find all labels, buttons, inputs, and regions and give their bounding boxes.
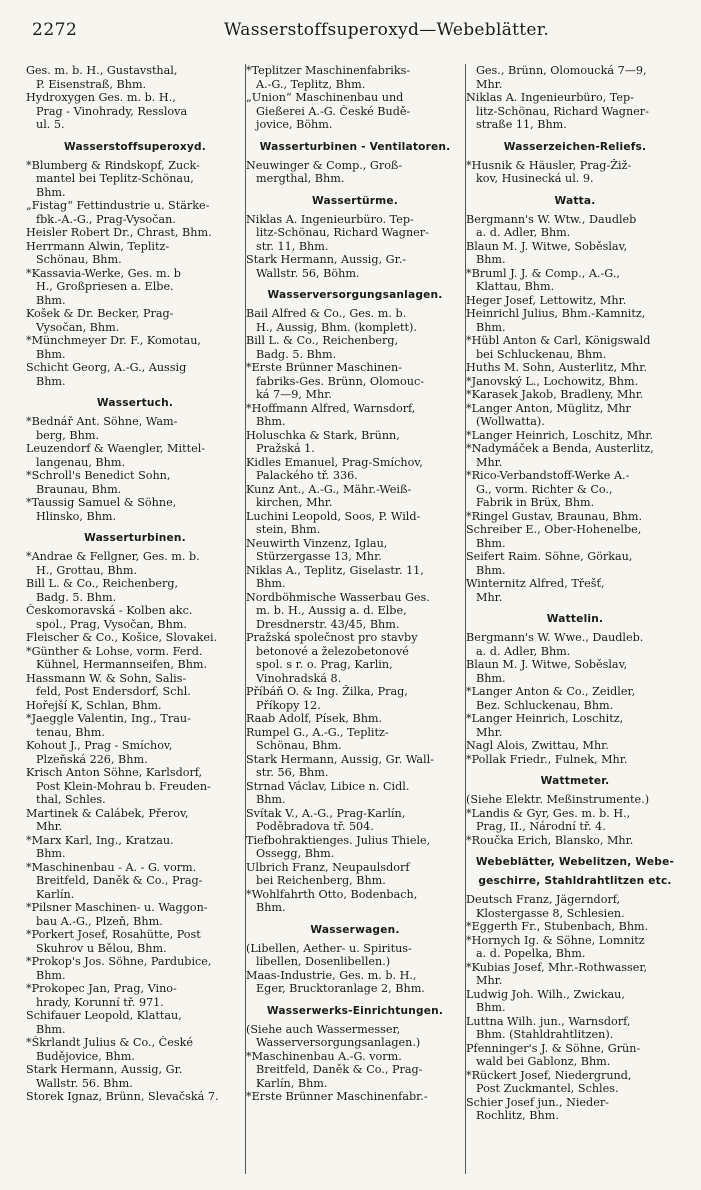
directory-entry-line: Leuzendorf & Waengler, Mittel- (26, 442, 206, 455)
directory-entry-line: Hořejší K, Schlan, Bhm. (26, 698, 162, 712)
directory-entry-line: *Maschinenbau A.-G. vorm. (246, 1049, 402, 1063)
entry-continuation-line: Karlín. (36, 887, 75, 901)
entry-continuation-line: wald bei Gablonz, Bhm. (476, 1055, 611, 1068)
entry-continuation-line: Schönau, Bhm. (36, 253, 122, 266)
entry-continuation-line: Mhr. (36, 820, 63, 833)
entry-continuation-line: fabriks-Ges. Brünn, Olomouc- (256, 374, 424, 388)
entry-continuation-line: Post Zuckmantel, Schles. (476, 1082, 619, 1095)
section-heading: geschirre, Stahldrahtlitzen etc. (478, 875, 672, 887)
entry-continuation-line: stein, Bhm. (256, 523, 321, 536)
entry-continuation-line: Vysočan, Bhm. (36, 320, 120, 334)
entry-continuation-line: Klostergasse 8, Schlesien. (476, 906, 625, 920)
directory-entry-line: Bail Alfred & Co., Ges. m. b. (246, 307, 407, 320)
entry-continuation-line: Bez. Schluckenau, Bhm. (476, 698, 614, 712)
directory-entry-line: *Langer Heinrich, Loschitz, (466, 712, 624, 725)
directory-columns (26, 64, 682, 1180)
entry-continuation-line: Bhm. (36, 374, 66, 388)
entry-continuation-line: Příkopy 12. (256, 698, 321, 712)
entry-continuation-line: Braunau, Bhm. (36, 482, 122, 496)
entry-continuation-line: H., Großpriesen a. Elbe. (36, 280, 174, 293)
directory-entry-line: Schifauer Leopold, Klattau, (26, 1009, 182, 1022)
entry-continuation-line: mantel bei Teplitz-Schönau, (36, 172, 194, 185)
entry-continuation-line: fbk.-A.-G., Prag-Vysočan. (36, 212, 176, 226)
entry-continuation-line: Karlín, Bhm. (256, 1076, 328, 1090)
directory-entry-line: Bill L. & Co., Reichenberg, (246, 334, 399, 347)
directory-entry-line: (Siehe auch Wassermesser, (246, 1022, 401, 1036)
directory-entry-line: Martinek & Calábek, Přerov, (26, 806, 189, 820)
entry-continuation-line: hrady, Korunní tř. 971. (36, 995, 164, 1009)
directory-entry-line: „Union“ Maschinenbau und (246, 91, 404, 104)
directory-entry-line: *Prokop's Jos. Söhne, Pardubice, (26, 955, 212, 968)
directory-entry-line: *Münchmeyer Dr. F., Komotau, (26, 334, 201, 347)
entry-continuation-line: Post Klein-Mohrau b. Freuden- (36, 779, 211, 793)
entry-continuation-line: feld, Post Endersdorf, Schl. (36, 685, 191, 698)
directory-entry-line: *Teplitzer Maschinenfabriks- (246, 64, 411, 77)
directory-entry-line: *Porkert Josef, Rosahütte, Post (26, 928, 201, 941)
entry-continuation-line: Wallstr. 56, Böhm. (256, 266, 360, 280)
entry-continuation-line: Bhm. (36, 347, 66, 361)
entry-continuation-line: G., vorm. Richter & Co., (476, 482, 613, 496)
directory-entry-line: Hassmann W. & Sohn, Salis- (26, 671, 187, 685)
entry-continuation-line: tenau, Bhm. (36, 725, 105, 739)
section-heading: Wasserwerks-Einrichtungen. (266, 1004, 444, 1017)
entry-continuation-line: ká 7—9, Mhr. (256, 388, 332, 401)
directory-entry-line: Neuwinger & Comp., Groß- (246, 158, 403, 172)
section-heading: Wattelin. (546, 613, 604, 625)
directory-entry-line: Nordböhmische Wasserbau Ges. (246, 590, 430, 604)
entry-continuation-line: bei Reichenberg, Bhm. (256, 874, 386, 887)
entry-continuation-line: Mhr. (476, 974, 503, 987)
directory-entry-line: *Erste Brünner Maschinen- (246, 361, 402, 374)
directory-entry-line: *Bruml J. J. & Comp., A.-G., (466, 266, 620, 280)
entry-continuation-line: Fabrik in Brüx, Bhm. (476, 496, 595, 509)
directory-entry-line: *Pilsner Maschinen- u. Waggon- (26, 901, 208, 914)
entry-continuation-line: litz-Schönau, Richard Wagner- (476, 104, 649, 118)
directory-entry-line: *Maschinenbau - A. - G. vorm. (26, 860, 197, 874)
entry-continuation-line: Bhm. (476, 320, 506, 334)
entry-continuation-line: libellen, Dosenlibellen.) (256, 955, 391, 968)
directory-entry-line: *Langer Anton & Co., Zeidler, (466, 685, 636, 698)
running-title: Wasserstoffsuperoxyd—Webeblätter. (224, 20, 550, 40)
entry-continuation-line: Bhm. (476, 563, 506, 577)
directory-entry-line: Schier Josef jun., Nieder- (466, 1095, 609, 1109)
directory-entry-line: Schreiber E., Ober-Hohenelbe, (466, 523, 642, 536)
section-heading: Wasserversorgungsanlagen. (267, 289, 443, 301)
directory-entry-line: Stark Hermann, Aussig, Gr. Wall- (246, 752, 434, 766)
entry-continuation-line: Palackého tř. 336. (256, 469, 358, 482)
directory-entry-line: Winternitz Alfred, Třešť, (466, 577, 605, 590)
entry-continuation-line: Bhm. (Stahldrahtlitzen). (476, 1028, 614, 1041)
directory-entry-line: Heinrichl Julius, Bhm.-Kamnitz, (466, 307, 646, 320)
directory-entry-line: Fleischer & Co., Košice, Slovakei. (26, 631, 218, 644)
entry-continuation-line: Bhm. (256, 577, 286, 590)
directory-entry-line: Kidles Emanuel, Prag-Smíchov, (246, 455, 423, 469)
entry-continuation-line: Mhr. (476, 590, 503, 604)
directory-entry-line: Holuschka & Stark, Brünn, (246, 428, 400, 442)
entry-continuation-line: jovice, Böhm. (256, 118, 333, 131)
directory-entry-line: Bergmann's W. Wwe., Daudleb. (466, 631, 644, 644)
directory-entry-line: Storek Ignaz, Brünn, Slevačská 7. (26, 1090, 219, 1103)
directory-entry-line: *Langer Heinrich, Loschitz, Mhr. (466, 428, 654, 442)
entry-continuation-line: str. 11, Bhm. (256, 239, 329, 253)
entry-continuation-line: betonové a železobetonové (256, 644, 409, 658)
directory-entry-line: Deutsch Franz, Jägerndorf, (466, 893, 621, 906)
entry-continuation-line: Bhm. (256, 793, 286, 806)
directory-entry-line: *Nadymáček a Benda, Austerlitz, (466, 442, 654, 455)
directory-entry-line: Kunz Ant., A.-G., Mähr.-Weiß- (246, 482, 412, 496)
entry-continuation-line: berg, Bhm. (36, 428, 99, 442)
entry-continuation-line: Badg. 5. Bhm. (36, 590, 117, 604)
directory-entry-line: *Wohlfahrth Otto, Bodenbach, (246, 887, 418, 901)
directory-entry-line: *Erste Brünner Maschinenfabr.- (246, 1090, 428, 1103)
directory-entry-line: *Roučka Erich, Blansko, Mhr. (466, 833, 634, 847)
directory-entry-line: Stark Hermann, Aussig, Gr.- (246, 253, 407, 266)
directory-entry-line: Blaun M. J. Witwe, Soběslav, (466, 658, 628, 671)
column-2 (246, 64, 464, 1180)
entry-continuation-line: Mhr. (476, 455, 503, 469)
directory-entry-line: Ulbrich Franz, Neupaulsdorf (246, 860, 410, 874)
entry-continuation-line: Budějovice, Bhm. (36, 1049, 135, 1063)
entry-continuation-line: kirchen, Mhr. (256, 496, 333, 509)
entry-continuation-line: thal, Schles. (36, 793, 106, 806)
entry-continuation-line: A.-G., Teplitz, Bhm. (256, 77, 366, 91)
entry-continuation-line: Kühnel, Hermannseifen, Bhm. (36, 658, 208, 671)
directory-entry-line: *Pollak Friedr., Fulnek, Mhr. (466, 752, 628, 766)
directory-entry-line: Nagl Alois, Zwittau, Mhr. (466, 739, 609, 752)
entry-continuation-line: a. d. Adler, Bhm. (476, 226, 571, 239)
entry-continuation-line: Breitfeld, Daněk & Co., Prag- (256, 1063, 423, 1076)
directory-entry-line: *Škrlandt Julius & Co., České (26, 1036, 194, 1049)
entry-continuation-line: Ossegg, Bhm. (256, 847, 335, 860)
entry-continuation-line: Bhm. (476, 1001, 506, 1014)
entry-continuation-line: spol. s r. o. Prag, Karlin, (256, 658, 393, 671)
directory-entry-line: Ges. m. b. H., Gustavsthal, (26, 64, 178, 77)
page-number: 2272 (32, 20, 78, 40)
directory-entry-line: Hydroxygen Ges. m. b. H., (26, 91, 176, 104)
directory-entry-line: *Hübl Anton & Carl, Königswald (466, 334, 651, 347)
section-heading: Wasserturbinen - Ventilatoren. (259, 140, 451, 153)
directory-entry-line: Niklas A. Ingenieurbüro, Tep- (466, 91, 634, 104)
directory-entry-line: Huths M. Sohn, Austerlitz, Mhr. (466, 361, 647, 374)
entry-continuation-line: a. d. Popelka, Bhm. (476, 947, 586, 960)
entry-continuation-line: ul. 5. (36, 118, 65, 131)
entry-continuation-line: m. b. H., Aussig a. d. Elbe, (256, 604, 407, 617)
entry-continuation-line: Plzeňská 226, Bhm. (36, 752, 148, 766)
entry-continuation-line: Bhm. (476, 536, 506, 550)
entry-continuation-line: litz-Schönau, Richard Wagner- (256, 226, 429, 239)
entry-continuation-line: Mhr. (476, 725, 503, 739)
entry-continuation-line: bau A.-G., Plzeň, Bhm. (36, 914, 163, 928)
entry-continuation-line: str. 56, Bhm. (256, 766, 329, 779)
directory-entry-line: (Libellen, Aether- u. Spiritus- (246, 941, 412, 955)
entry-continuation-line: Dresdnerstr. 43/45, Bhm. (256, 617, 400, 631)
entry-continuation-line: Ges., Brünn, Olomoucká 7—9, (476, 64, 647, 77)
section-heading: Wasserzeichen-Reliefs. (503, 140, 647, 153)
entry-continuation-line: Pražská 1. (256, 442, 315, 455)
directory-entry-line: Tiefbohraktienges. Julius Thiele, (246, 833, 431, 847)
directory-entry-line: *Prokopec Jan, Prag, Vino- (26, 982, 177, 995)
directory-entry-line: *Kubias Josef, Mhr.-Rothwasser, (466, 960, 648, 974)
directory-entry-line: Krisch Anton Söhne, Karlsdorf, (26, 766, 203, 779)
directory-entry-line: *Ringel Gustav, Braunau, Bhm. (466, 509, 643, 523)
section-heading: Wattmeter. (540, 775, 610, 787)
entry-continuation-line: spol., Prag, Vysočan, Bhm. (36, 617, 187, 631)
entry-continuation-line: Bhm. (36, 1022, 66, 1036)
section-heading: Webeblätter, Webelitzen, Webe- (475, 856, 675, 868)
directory-entry-line: *Schroll's Benedict Sohn, (26, 469, 171, 482)
entry-continuation-line: H., Aussig, Bhm. (komplett). (256, 320, 417, 334)
section-heading: Wassertuch. (96, 397, 174, 409)
directory-entry-line: *Landis & Gyr, Ges. m. b. H., (466, 806, 631, 820)
column-1 (26, 64, 244, 1180)
entry-continuation-line: Klattau, Bhm. (476, 280, 555, 293)
section-heading: Wassertürme. (312, 194, 398, 207)
directory-entry-line: Rumpel G., A.-G., Teplitz- (246, 725, 389, 739)
directory-entry-line: (Siehe Elektr. Meßinstrumente.) (466, 793, 650, 806)
directory-entry-line: Seifert Raim. Söhne, Görkau, (466, 550, 633, 563)
directory-entry-line: *Marx Karl, Ing., Kratzau. (26, 833, 174, 847)
directory-entry-line: *Bednář Ant. Söhne, Wam- (26, 415, 178, 428)
directory-entry-line: *Husnik & Häusler, Prag-Žiž- (466, 158, 632, 172)
directory-entry-line: *Taussig Samuel & Söhne, (26, 496, 177, 509)
directory-entry-line: Pražská společnost pro stavby (246, 631, 418, 644)
entry-continuation-line: Rochlitz, Bhm. (476, 1109, 559, 1122)
entry-continuation-line: Badg. 5. Bhm. (256, 347, 337, 361)
directory-entry-line: Bergmann's W. Wtw., Daudleb (466, 212, 637, 226)
entry-continuation-line: mergthal, Bhm. (256, 172, 345, 185)
directory-entry-line: Neuwirth Vinzenz, Iglau, (246, 536, 388, 550)
entry-continuation-line: langenau, Bhm. (36, 455, 126, 469)
directory-entry-line: *Karasek Jakob, Bradleny, Mhr. (466, 388, 644, 401)
directory-entry-line: *Langer Anton, Müglitz, Mhr (466, 401, 631, 415)
directory-entry-line: *Andrae & Fellgner, Ges. m. b. (26, 550, 200, 563)
entry-continuation-line: Bhm. (36, 293, 66, 307)
entry-continuation-line: Breitfeld, Daněk & Co., Prag- (36, 874, 203, 887)
entry-continuation-line: a. d. Adler, Bhm. (476, 644, 571, 658)
directory-entry-line: Maas-Industrie, Ges. m. b. H., (246, 968, 417, 982)
entry-continuation-line: Bhm. (36, 185, 66, 199)
entry-continuation-line: Hlinsko, Bhm. (36, 509, 117, 523)
directory-entry-line: *Janovský L., Lochowitz, Bhm. (466, 374, 639, 388)
entry-continuation-line: Mhr. (476, 77, 503, 91)
entry-continuation-line: Schönau, Bhm. (256, 739, 342, 752)
directory-entry-line: *Rückert Josef, Niedergrund, (466, 1068, 632, 1082)
entry-continuation-line: Skuhrov u Bělou, Bhm. (36, 941, 167, 955)
directory-entry-line: Českomoravská - Kolben akc. (26, 604, 193, 617)
directory-entry-line: „Fistag“ Fettindustrie u. Stärke- (26, 199, 210, 212)
directory-entry-line: Stark Hermann, Aussig, Gr. (26, 1063, 183, 1076)
entry-continuation-line: kov, Husinecká ul. 9. (476, 172, 594, 185)
entry-continuation-line: Bhm. (36, 847, 66, 860)
entry-continuation-line: Eger, Brucktoranlage 2, Bhm. (256, 982, 425, 995)
directory-entry-line: *Kassavia-Werke, Ges. m. b (26, 266, 181, 280)
entry-continuation-line: Prag, II., Národní tř. 4. (476, 820, 606, 833)
directory-entry-line: Příbáň O. & Ing. Žilka, Prag, (246, 685, 408, 698)
directory-entry-line: *Eggerth Fr., Stubenbach, Bhm. (466, 920, 649, 933)
directory-entry-line: Strnad Václav, Libice n. Cidl. (246, 779, 410, 793)
entry-continuation-line: H., Grottau, Bhm. (36, 563, 138, 577)
entry-continuation-line: Bhm. (36, 968, 66, 982)
directory-entry-line: Blaun M. J. Witwe, Soběslav, (466, 239, 628, 253)
directory-entry-line: Svítak V., A.-G., Prag-Karlín, (246, 806, 406, 820)
directory-entry-line: *Hoffmann Alfred, Warnsdorf, (246, 401, 416, 415)
directory-entry-line: Luchini Leopold, Soos, P. Wild- (246, 509, 421, 523)
directory-entry-line: *Hornych Ig. & Söhne, Lomnitz (466, 933, 645, 947)
entry-continuation-line: (Wollwatta). (476, 415, 545, 428)
entry-continuation-line: P. Eisenstraß, Bhm. (36, 77, 147, 91)
directory-entry-line: Niklas A., Teplitz, Giselastr. 11, (246, 563, 424, 577)
entry-continuation-line: Stürzergasse 13, Mhr. (256, 550, 382, 563)
section-heading: Watta. (554, 194, 596, 207)
entry-continuation-line: Bhm. (256, 415, 286, 428)
directory-entry-line: Pfenninger's J. & Söhne, Grün- (466, 1041, 641, 1055)
directory-entry-line: Košek & Dr. Becker, Prag- (26, 307, 174, 320)
entry-continuation-line: Wallstr. 56. Bhm. (36, 1076, 133, 1090)
directory-entry-line: Schicht Georg, A.-G., Aussig (26, 361, 187, 374)
directory-entry-line: Heger Josef, Lettowitz, Mhr. (466, 293, 627, 307)
entry-continuation-line: bei Schluckenau, Bhm. (476, 347, 607, 361)
directory-entry-line: Ludwig Joh. Wilh., Zwickau, (466, 987, 625, 1001)
directory-entry-line: *Günther & Lohse, vorm. Ferd. (26, 644, 203, 658)
entry-continuation-line: straße 11, Bhm. (476, 118, 567, 131)
entry-continuation-line: Bhm. (476, 253, 506, 266)
page-header (28, 14, 681, 46)
section-heading: Wasserturbinen. (84, 532, 186, 544)
directory-entry-line: Kohout J., Prag - Smíchov, (26, 739, 173, 752)
directory-entry-line: Bill L. & Co., Reichenberg, (26, 577, 179, 590)
directory-entry-line: Raab Adolf, Písek, Bhm. (246, 712, 383, 725)
section-heading: Wasserwagen. (310, 923, 400, 936)
directory-entry-line: *Rico-Verbandstoff-Werke A.- (466, 469, 630, 482)
entry-continuation-line: Prag - Vinohrady, Resslova (36, 104, 188, 118)
entry-continuation-line: Bhm. (256, 901, 286, 914)
entry-continuation-line: Bhm. (476, 671, 506, 685)
directory-entry-line: *Jaeggle Valentin, Ing., Trau- (26, 712, 191, 725)
entry-continuation-line: Poděbradova tř. 504. (256, 820, 374, 833)
entry-continuation-line: Gießerei A.-G. České Budě- (256, 104, 411, 118)
section-heading: Wasserstoffsuperoxyd. (63, 140, 206, 153)
directory-entry-line: Heisler Robert Dr., Chrast, Bhm. (26, 226, 212, 239)
directory-entry-line: Luttna Wilh. jun., Warnsdorf, (466, 1014, 631, 1028)
column-3 (466, 64, 684, 1180)
entry-continuation-line: Vinohradská 8. (256, 671, 342, 685)
directory-entry-line: Niklas A. Ingenieurbüro. Tep- (246, 212, 414, 226)
entry-continuation-line: Wasserversorgungsanlagen.) (256, 1036, 421, 1049)
directory-entry-line: Herrmann Alwin, Teplitz- (26, 239, 170, 253)
directory-entry-line: *Blumberg & Rindskopf, Zuck- (26, 158, 200, 172)
